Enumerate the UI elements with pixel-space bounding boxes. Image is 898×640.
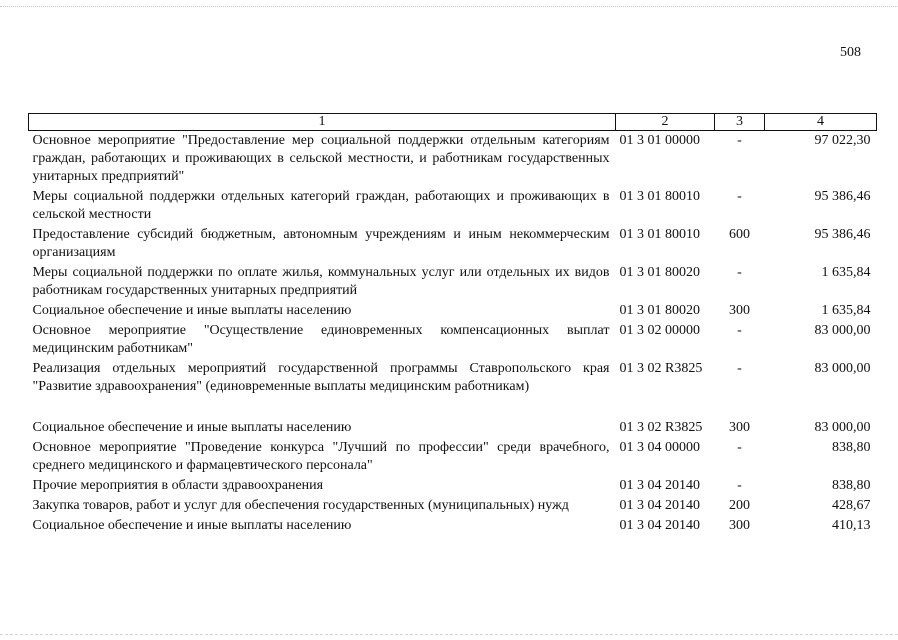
row-sum: 83 000,00 bbox=[814, 361, 871, 376]
row-name: Реализация отдельных мероприятий государственной программы Ставропольского края "Развитие здравоохранения" (единовременные выплаты медицинским работникам) bbox=[32, 361, 610, 394]
row-code: 01 3 04 20140 bbox=[619, 498, 700, 513]
row-type: 200 bbox=[729, 498, 750, 513]
table-row bbox=[29, 438, 877, 476]
row-sum: 83 000,00 bbox=[814, 323, 871, 338]
header-col-1: 1 bbox=[29, 114, 616, 131]
bottom-scan-edge bbox=[0, 634, 898, 635]
row-name: Социальное обеспечение и иные выплаты населению bbox=[32, 518, 352, 533]
header-col-4: 4 bbox=[765, 114, 877, 131]
row-code: 01 3 01 80010 bbox=[619, 227, 700, 242]
row-code: 01 3 02 R3825 bbox=[619, 420, 703, 435]
row-sum: 428,67 bbox=[832, 498, 871, 513]
row-type: 300 bbox=[729, 420, 750, 435]
table-row bbox=[29, 321, 877, 359]
row-type: - bbox=[737, 133, 742, 148]
row-name: Основное мероприятие "Осуществление единовременных компенсационных выплат медицинским работникам" bbox=[32, 323, 610, 356]
table-row bbox=[29, 516, 877, 536]
row-sum: 83 000,00 bbox=[814, 420, 871, 435]
row-type: 300 bbox=[729, 303, 750, 318]
table-row bbox=[29, 225, 877, 263]
row-name: Меры социальной поддержки отдельных категорий граждан, работающих и проживающих в сельской местности bbox=[32, 189, 610, 222]
row-type: 300 bbox=[729, 518, 750, 533]
budget-table bbox=[28, 113, 877, 536]
row-name: Предоставление субсидий бюджетным, автономным учреждениям и иным некоммерческим организациям bbox=[32, 227, 610, 260]
header-col-2: 2 bbox=[616, 114, 715, 131]
row-name: Социальное обеспечение и иные выплаты населению bbox=[32, 420, 352, 435]
table-row bbox=[29, 301, 877, 321]
table-row bbox=[29, 359, 877, 418]
row-sum: 838,80 bbox=[832, 440, 871, 455]
header-col-3: 3 bbox=[715, 114, 765, 131]
row-name: Прочие мероприятия в области здравоохранения bbox=[32, 478, 324, 493]
row-name: Закупка товаров, работ и услуг для обеспечения государственных (муниципальных) нужд bbox=[32, 498, 569, 513]
row-code: 01 3 02 00000 bbox=[619, 323, 700, 338]
top-scan-edge bbox=[0, 6, 898, 7]
row-code: 01 3 01 80020 bbox=[619, 265, 700, 280]
header-row bbox=[29, 114, 877, 131]
row-name: Меры социальной поддержки по оплате жилья, коммунальных услуг или отдельных их видов работникам государственных унитарных предприятий bbox=[32, 265, 610, 298]
row-name: Основное мероприятие "Предоставление мер социальной поддержки отдельным категориям граждан, работающих и проживающих в сельской местности, и работникам государственных унитарных предприятий" bbox=[32, 133, 610, 184]
row-type: 600 bbox=[729, 227, 750, 242]
row-sum: 410,13 bbox=[832, 518, 871, 533]
row-sum: 97 022,30 bbox=[814, 133, 871, 148]
page-number: 508 bbox=[840, 45, 861, 60]
row-sum: 1 635,84 bbox=[821, 303, 871, 318]
table-row bbox=[29, 131, 877, 188]
row-type: - bbox=[737, 361, 742, 376]
table-row bbox=[29, 496, 877, 516]
row-sum: 95 386,46 bbox=[814, 227, 871, 242]
row-type: - bbox=[737, 265, 742, 280]
table-row bbox=[29, 263, 877, 301]
table-body bbox=[29, 131, 877, 537]
row-sum: 838,80 bbox=[832, 478, 871, 493]
row-type: - bbox=[737, 323, 742, 338]
row-sum: 95 386,46 bbox=[814, 189, 871, 204]
row-name: Социальное обеспечение и иные выплаты населению bbox=[32, 303, 352, 318]
row-code: 01 3 04 00000 bbox=[619, 440, 700, 455]
row-code: 01 3 04 20140 bbox=[619, 518, 700, 533]
table-row bbox=[29, 476, 877, 496]
table-row bbox=[29, 187, 877, 225]
row-type: - bbox=[737, 189, 742, 204]
table-header bbox=[29, 114, 877, 131]
row-code: 01 3 02 R3825 bbox=[619, 361, 703, 376]
row-name: Основное мероприятие "Проведение конкурса "Лучший по профессии" среди врачебного, среднего медицинского и фармацевтического персонала" bbox=[32, 440, 610, 473]
row-code: 01 3 01 80010 bbox=[619, 189, 700, 204]
row-type: - bbox=[737, 440, 742, 455]
row-code: 01 3 04 20140 bbox=[619, 478, 700, 493]
row-code: 01 3 01 00000 bbox=[619, 133, 700, 148]
table-row bbox=[29, 418, 877, 438]
row-code: 01 3 01 80020 bbox=[619, 303, 700, 318]
row-type: - bbox=[737, 478, 742, 493]
row-sum: 1 635,84 bbox=[821, 265, 871, 280]
